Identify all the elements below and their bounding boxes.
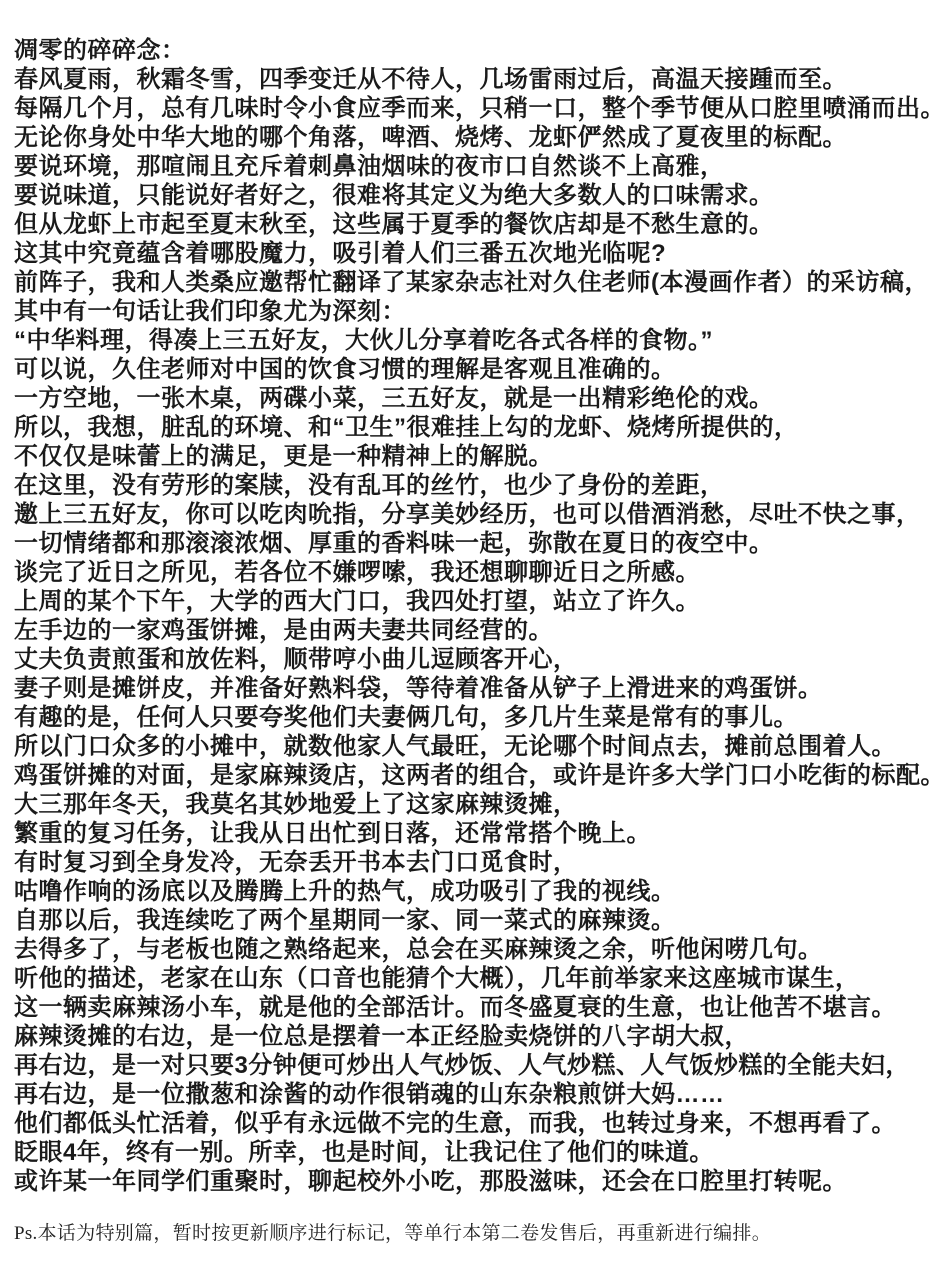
text-line: 有趣的是，任何人只要夸奖他们夫妻俩几句，多几片生菜是常有的事儿。 [14,704,798,731]
text-line: 不仅仅是味蕾上的满足，更是一种精神上的解脱。 [14,443,553,470]
text-line: 无论你身处中华大地的哪个角落，啤酒、烧烤、龙虾俨然成了夏夜里的标配。 [14,124,847,151]
text-line: 有时复习到全身发冷，无奈丢开书本去门口觅食时， [14,849,578,876]
text-line: 前阵子，我和人类桑应邀帮忙翻译了某家杂志社对久住老师(本漫画作者）的采访稿， [14,269,929,296]
text-line: 再右边，是一对只要3分钟便可炒出人气炒饭、人气炒糕、人气饭炒糕的全能夫妇， [14,1052,910,1079]
text-body [14,65,945,1196]
text-line: 要说味道，只能说好者好之，很难将其定义为绝大多数人的口味需求。 [14,182,774,209]
text-line: 这一辆卖麻辣汤小车，就是他的全部活计。而冬盛夏衰的生意，也让他苦不堪言。 [14,994,896,1021]
text-line: 每隔几个月，总有几味时令小食应季而来，只稍一口，整个季节便从口腔里喷涌而出。 [14,95,945,122]
text-line: 自那以后，我连续吃了两个星期同一家、同一菜式的麻辣烫。 [14,907,676,934]
text-line: 谈完了近日之所见，若各位不嫌啰嗦，我还想聊聊近日之所感。 [14,559,700,586]
text-line: 但从龙虾上市起至夏末秋至，这些属于夏季的餐饮店却是不愁生意的。 [14,211,774,238]
text-line: 去得多了，与老板也随之熟络起来，总会在买麻辣烫之余，听他闲唠几句。 [14,936,823,963]
text-line: 一切情绪都和那滚滚浓烟、厚重的香料味一起，弥散在夏日的夜空中。 [14,530,774,557]
text-line: 他们都低头忙活着，似乎有永远做不完的生意，而我，也转过身来，不想再看了。 [14,1110,896,1137]
text-line: 咕噜作响的汤底以及腾腾上升的热气，成功吸引了我的视线。 [14,878,676,905]
text-line: 丈夫负责煎蛋和放佐料，顺带哼小曲儿逗顾客开心， [14,646,578,673]
text-line: 上周的某个下午，大学的西大门口，我四处打望，站立了许久。 [14,588,700,615]
text-line: 邀上三五好友，你可以吃肉吮指，分享美妙经历，也可以借酒消愁，尽吐不快之事， [14,501,921,528]
text-line: 春风夏雨，秋霜冬雪，四季变迁从不待人，几场雷雨过后，高温天接踵而至。 [14,66,847,93]
text-line: 一方空地，一张木桌，两碟小菜，三五好友，就是一出精彩绝伦的戏。 [14,385,774,412]
text-line: 妻子则是摊饼皮，并准备好熟料袋，等待着准备从铲子上滑进来的鸡蛋饼。 [14,675,823,702]
page-title: 凋零的碎碎念： [14,37,186,64]
text-line: 要说环境，那喧闹且充斥着刺鼻油烟味的夜市口自然谈不上高雅， [14,153,725,180]
text-line: 大三那年冬天，我莫名其妙地爱上了这家麻辣烫摊， [14,791,578,818]
text-line: “中华料理，得凑上三五好友，大伙儿分享着吃各式各样的食物。” [14,327,713,354]
text-line: 听他的描述，老家在山东（口音也能猜个大概），几年前举家来这座城市谋生， [14,965,860,992]
text-line: 在这里，没有劳形的案牍，没有乱耳的丝竹，也少了身份的差距， [14,472,725,499]
text-line: 其中有一句话让我们印象尤为深刻： [14,298,406,325]
text-line: 左手边的一家鸡蛋饼摊，是由两夫妻共同经营的。 [14,617,553,644]
text-line: 眨眼4年，终有一别。所幸，也是时间，让我记住了他们的味道。 [14,1139,714,1166]
text-line: 可以说，久住老师对中国的饮食习惯的理解是客观且准确的。 [14,356,676,383]
text-line: 所以，我想，脏乱的环境、和“卫生”很难挂上勾的龙虾、烧烤所提供的， [14,414,799,441]
footnote: Ps.本话为特别篇，暂时按更新顺序进行标记，等单行本第二卷发售后，再重新进行编排。 [14,1223,772,1244]
text-line: 这其中究竟蕴含着哪股魔力，吸引着人们三番五次地光临呢? [14,240,667,267]
text-line: 所以门口众多的小摊中，就数他家人气最旺，无论哪个时间点去，摊前总围着人。 [14,733,896,760]
text-line: 鸡蛋饼摊的对面，是家麻辣烫店，这两者的组合，或许是许多大学门口小吃街的标配。 [14,762,945,789]
text-line: 繁重的复习任务，让我从日出忙到日落，还常常搭个晚上。 [14,820,651,847]
text-line: 麻辣烫摊的右边，是一位总是摆着一本正经脸卖烧饼的八字胡大叔， [14,1023,749,1050]
text-line: 或许某一年同学们重聚时，聊起校外小吃，那股滋味，还会在口腔里打转呢。 [14,1168,847,1195]
text-line: 再右边，是一位撒葱和涂酱的动作很销魂的山东杂粮煎饼大妈…… [14,1081,725,1108]
